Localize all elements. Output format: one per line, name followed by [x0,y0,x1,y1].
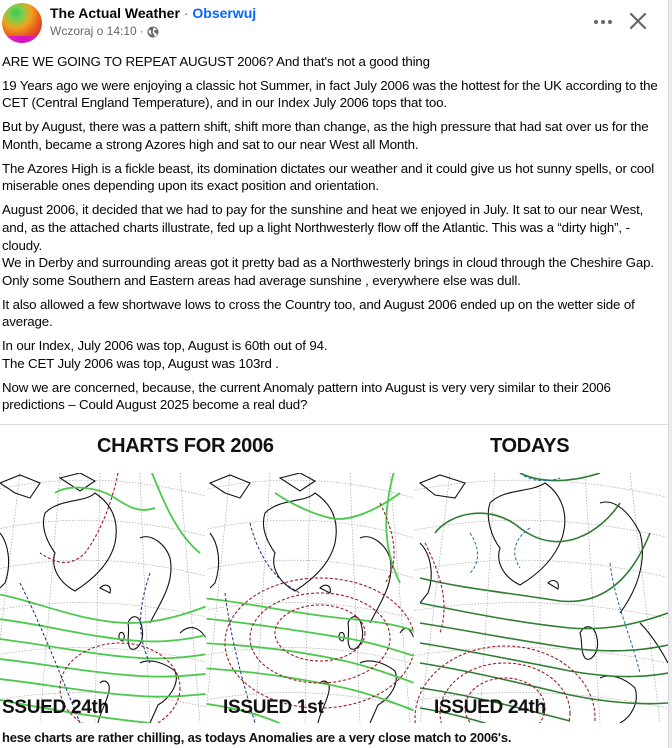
map-panel-1 [0,473,230,723]
author-line [50,5,256,22]
image-caption: hese charts are rather chilling, as todays Anomalies are a very close match to 2006's. [2,730,512,745]
panel-label-issued-24th: SSUED 24th [2,697,109,718]
separator: · [139,24,144,38]
image-heading-todays: TODAYS [490,435,570,457]
height-contours [0,473,215,723]
follow-button[interactable]: Obserwuj [192,5,257,21]
more-options-icon [601,20,605,24]
more-options-icon [608,20,612,24]
post-header [0,0,668,48]
map-grid [0,473,230,723]
positive-anomaly [415,543,595,723]
positive-anomaly [40,473,180,723]
negative-anomaly [470,473,640,673]
anomaly-maps [0,473,668,723]
post-paragraph: August 2006, it decided that we had to pay for the sunshine and heat we enjoyed in July. It sat to our near West, and, as the attached charts illustrate, fed up a light Northwesterly flow off the Atlantic. This was a “dirty high”, - cloudy. [2,202,644,253]
globe-icon [147,26,159,38]
post-paragraph: ARE WE GOING TO REPEAT AUGUST 2006? And that's not a good thing [2,54,430,69]
map-grid [400,473,668,723]
post-paragraph: 19 Years ago we were enjoying a classic hot Summer, in fact July 2006 was the hottest for the UK according to the CET (Central England Temperature), and in our Index July 2006 tops that too. [2,77,658,111]
panel-label-issued-24th-today: ISSUED 24th [434,697,546,718]
post-paragraph: In our Index, July 2006 was top, August is 60th out of 94. [2,338,328,354]
map-panel-2 [190,473,430,723]
post-timestamp[interactable]: Wczoraj o 14:10 [50,24,137,38]
author-name[interactable]: The Actual Weather [50,5,180,21]
map-panel-3 [400,473,668,723]
post-paragraph: Now we are concerned, because, the current Anomaly pattern into August is very very similar to their 2006 predictions – Could August 2025 become a real dud? [2,379,611,413]
image-heading-2006: CHARTS FOR 2006 [97,435,274,457]
post-body [2,53,666,420]
coastline [0,473,206,723]
post-paragraph: We in Derby and surrounding areas got it pretty bad as a Northwesterly brings in cloud through the Cheshire Gap. Only some Southern and Eastern areas had average sunshine , everywhere else was dull. [2,255,654,288]
height-contours [420,473,668,723]
height-contours [200,473,420,723]
close-icon[interactable] [626,9,650,33]
more-options-icon [594,20,598,24]
post-paragraph: But by August, there was a pattern shift, shift more than change, as the high pressure that had sat over us for the Month, became a strong Azores high and sat to our near West all Month. [2,119,649,152]
attached-image[interactable] [0,425,668,748]
post-paragraph: The Azores High is a fickle beast, its domination dictates our weather and it could give us hot sunny spells, or cool miserable ones depending upon its exact position and orientation. [2,160,655,194]
separator: · [179,5,193,21]
post-paragraph: It also allowed a few shortwave lows to cross the Country too, and August 2006 ended up on the wetter side of average. [2,296,635,330]
post-meta [50,24,159,39]
page-avatar[interactable] [2,3,42,43]
scrollbar[interactable] [668,0,672,748]
panel-label-issued-1st: ISSUED 1st [223,697,324,718]
post-paragraph: The CET July 2006 was top, August was 103rd . [2,355,279,371]
coastline [210,473,414,723]
more-options-button[interactable] [590,12,616,32]
